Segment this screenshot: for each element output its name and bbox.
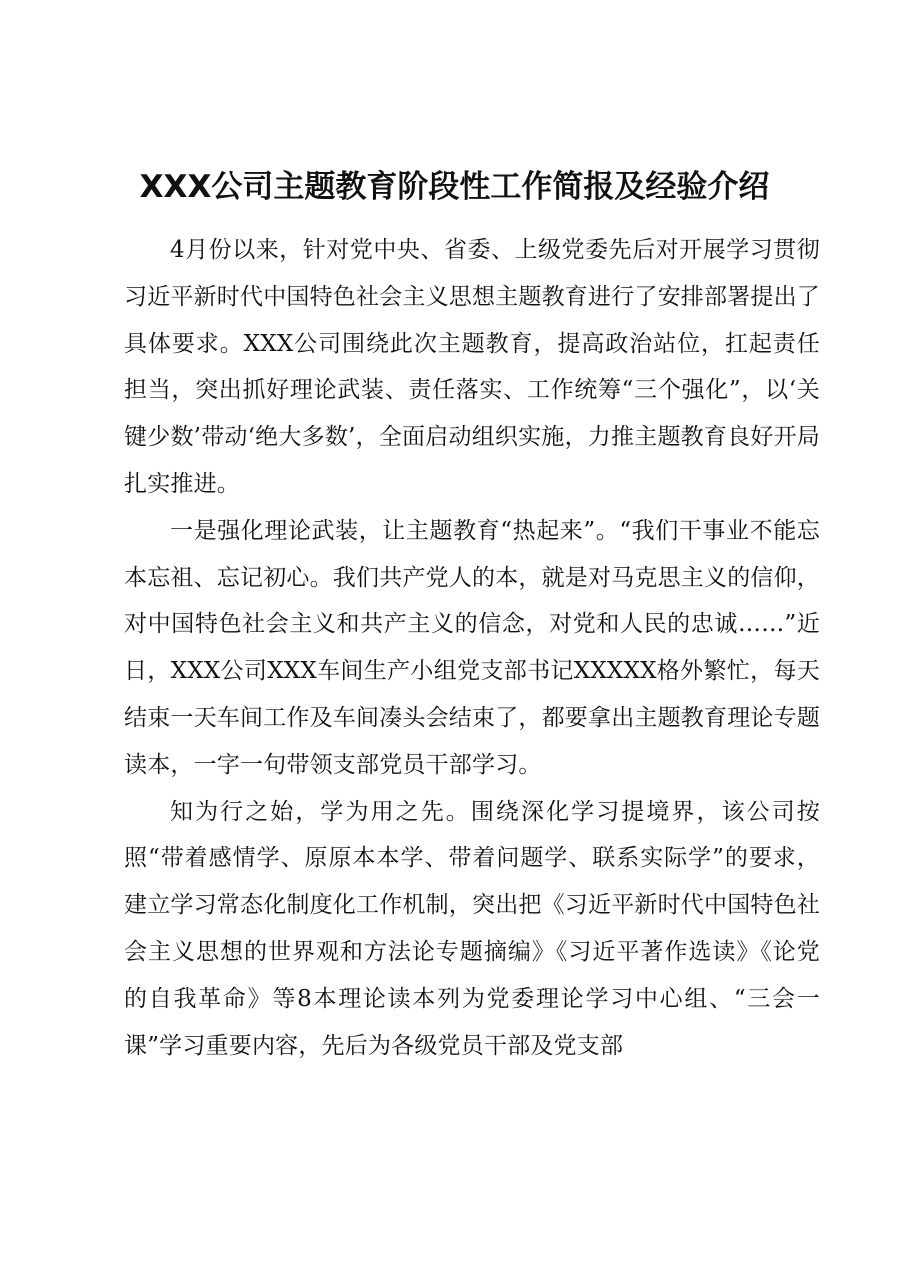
- paragraph-study-mechanism: 知为行之始，学为用之先。围绕深化学习提境界，该公司按照“带着感情学、原原本本学、带着问题学、联系实际学”的要求，建立学习常态化制度化工作机制，突出把《习近平新时代中国特色社会主义思想的世界观和方法论专题摘编》《习近平著作选读》《论党的自我革命》等8本理论读本列为党委理论学习中心组、“三会一课”学习重要内容，先后为各级党员干部及党支部: [124, 798, 820, 1059]
- document-body: [124, 227, 820, 1069]
- paragraph-theory-armament: 一是强化理论武装，让主题教育“热起来”。“我们干事业不能忘本忘祖、忘记初心。我们共产党人的本，就是对马克思主义的信仰，对中国特色社会主义和共产主义的信念，对党和人民的忠诚……”近日，XXX公司XXX车间生产小组党支部书记XXXXX格外繁忙，每天结束一天车间工作及车间凑头会结束了，都要拿出主题教育理论专题读本，一字一句带领支部党员干部学习。: [124, 517, 820, 778]
- document-title: XXX公司主题教育阶段性工作简报及经验介绍: [139, 169, 770, 205]
- paragraph-intro: 4月份以来，针对党中央、省委、上级党委先后对开展学习贯彻习近平新时代中国特色社会主义思想主题教育进行了安排部署提出了具体要求。XXX公司围绕此次主题教育，提高政治站位，扛起责任担当，突出抓好理论武装、责任落实、工作统筹“三个强化”，以‘关键少数’带动‘绝大多数’，全面启动组织实施，力推主题教育良好开局扎实推进。: [124, 237, 820, 497]
